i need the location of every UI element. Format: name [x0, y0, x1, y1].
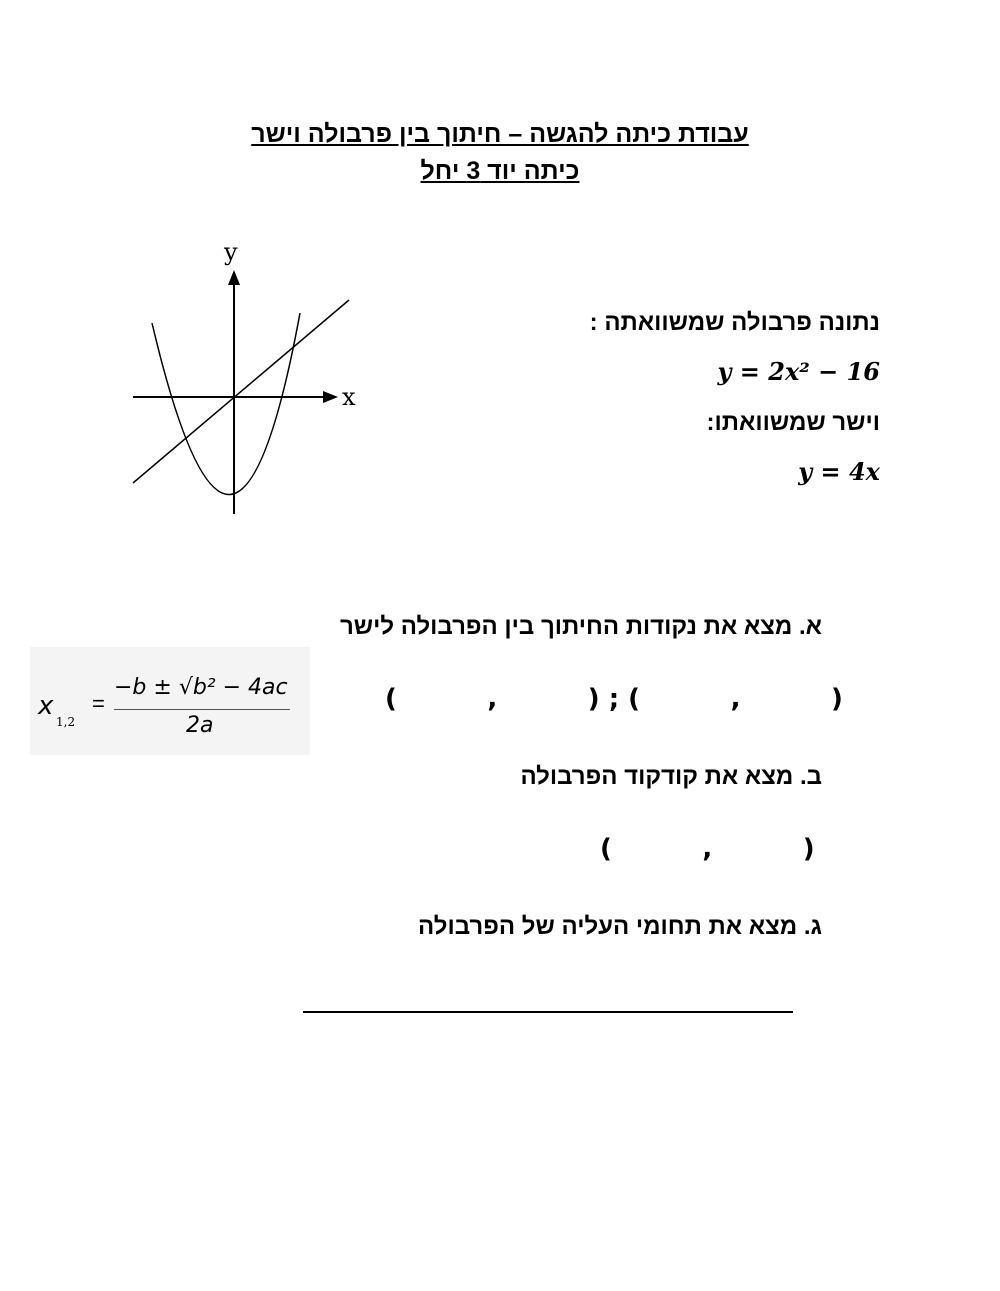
parabola-intro: נתונה פרבולה שמשוואתה : — [589, 309, 880, 336]
quadratic-formula: x 1,2 = −b ± √b² − 4ac 2a — [30, 647, 310, 755]
formula-denominator: 2a — [186, 713, 214, 738]
answer-line[interactable] — [303, 1011, 793, 1013]
question-c: ג. מצא את תחומי העליה של הפרבולה — [418, 913, 822, 940]
line-intro: וישר שמשוואתו: — [706, 409, 880, 436]
parabola-equation: y = 2x² − 16 — [717, 357, 880, 386]
straight-line — [133, 300, 349, 483]
x-axis-label: x — [342, 383, 356, 411]
worksheet-title: עבודת כיתה להגשה – חיתוך בין פרבולה וישר — [251, 120, 749, 148]
formula-numerator: −b ± √b² − 4ac — [114, 675, 288, 700]
worksheet-subtitle: כיתה יוד 3 יחל — [420, 157, 580, 185]
parabola-line-graph — [120, 230, 370, 530]
question-b: ב. מצא את קודקוד הפרבולה — [520, 763, 822, 790]
x-axis-arrow — [323, 391, 338, 403]
line-equation: y = 4x — [798, 457, 880, 486]
formula-subscript: 1,2 — [56, 715, 76, 729]
intersection-answer-blanks[interactable]: ( , ) ; ( , ) — [385, 684, 843, 714]
formula-lhs: x — [38, 691, 54, 721]
vertex-answer-blanks[interactable]: ( , ) — [600, 834, 815, 864]
y-axis-label: y — [224, 238, 238, 266]
y-axis-arrow — [228, 270, 240, 285]
question-a: א. מצא את נקודות החיתוך בין הפרבולה לישר — [339, 613, 822, 640]
